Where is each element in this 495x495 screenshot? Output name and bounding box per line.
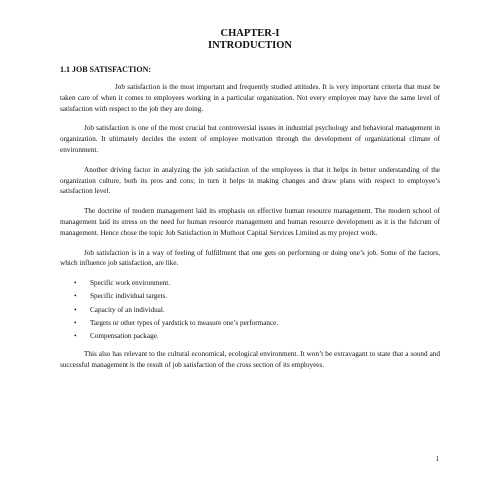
list-item-text: Targets or other types of yardstick to measure one’s performance. <box>90 319 279 328</box>
bullet-icon: • <box>74 305 77 314</box>
list-item <box>74 331 440 342</box>
factor-list <box>74 278 440 342</box>
paragraph-4: The doctrine of modern management laid its emphasis on effective human resource management. The modern school of management laid its stress on the need for human resource management and human resource development as it is the fulcrum of management. Hence chose the topic Job Satisfaction in Muthoot Capital Services Limited as my project work. <box>60 207 440 237</box>
chapter-label: CHAPTER-I <box>220 28 280 39</box>
list-item-text: Capacity of an individual. <box>90 305 165 314</box>
closing-paragraph: This also has relevant to the cultural economical, ecological environment. It won’t be extravagant to state that a sound and successful management is the result of job satisfaction of the cross section of its employees. <box>60 350 440 369</box>
bullet-icon: • <box>74 332 77 341</box>
section-heading: 1.1 JOB SATISFACTION: <box>60 65 152 74</box>
list-item <box>74 278 440 289</box>
paragraph-5: Job satisfaction is in a way of feeling of fulfillment that one gets on performing or doing one’s job. Some of the factors, which influence job satisfaction, are like. <box>60 248 440 268</box>
list-item <box>74 305 440 316</box>
list-item-text: Compensation package. <box>90 332 159 341</box>
list-item <box>74 318 440 329</box>
bullet-icon: • <box>74 319 77 328</box>
list-item-text: Specific work environment. <box>90 279 171 288</box>
document-page <box>60 28 440 380</box>
paragraph-1: Job satisfaction is the most important and frequently studied attitudes. It is very important criteria that must be taken care of when it comes to employees working in a particular organization. Not every employee may have the same level of satisfaction with respect to the job they are doing. <box>60 83 440 113</box>
bullet-icon: • <box>74 279 77 288</box>
bullet-icon: • <box>74 292 77 301</box>
paragraph-2: Job satisfaction is one of the most crucial but controversial issues in industrial psychology and behavioral management in organization. It ultimately decides the extent of employee motivation through the development of organizational climate of environment. <box>60 124 440 154</box>
list-item-text: Specific individual targets. <box>90 292 168 301</box>
paragraph-3: Another driving factor in analyzing the job satisfaction of the employees is that it helps in better understanding of the organization culture, both its pros and cons; in turn it helps in making changes and draw plans with respect to employee’s satisfaction level. <box>60 165 440 196</box>
list-item <box>74 291 440 302</box>
page-number: 1 <box>435 455 439 463</box>
chapter-title: INTRODUCTION <box>207 40 292 51</box>
